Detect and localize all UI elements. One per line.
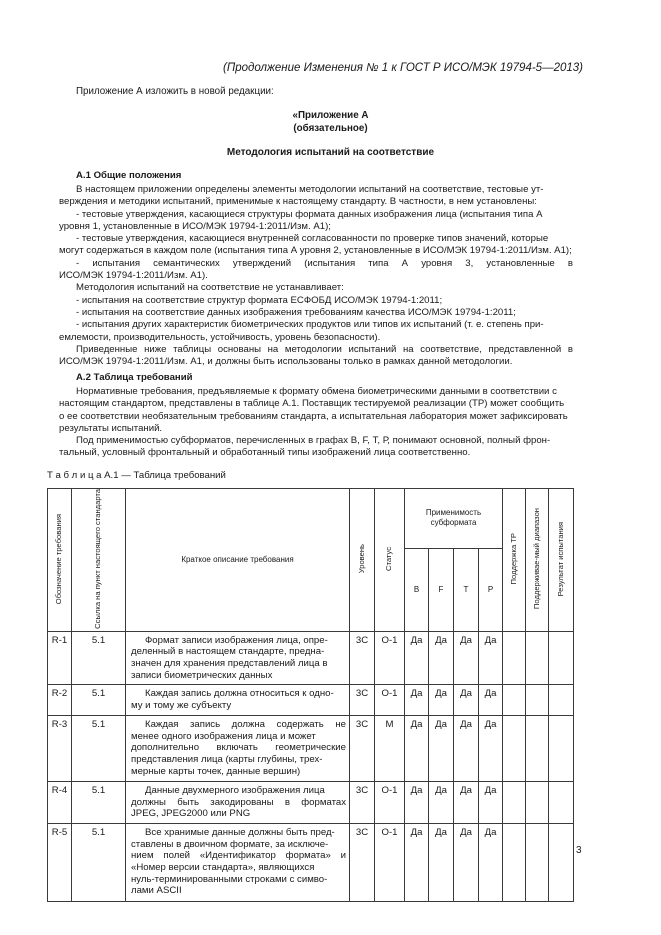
applicability-f: Да [429,824,454,902]
table-caption: Т а б л и ц а А.1 — Таблица требований [47,470,226,481]
description-cell: Данные двухмерного изображения лица должны быть закодированы в форматах JPEG, JPEG2000 или PNG [126,782,350,824]
applicability-b: Да [405,716,429,782]
section-a2-body [59,386,573,460]
paragraph-line: ИСО/МЭК 19794-1:2011/Изм. А1). [59,270,208,282]
section-a2-heading: А.2 Таблица требований [76,372,193,383]
applicability-p: Да [479,685,503,716]
intro-text: Приложение А изложить в новой редакции: [76,86,274,97]
header-applicability: Применимость субформата [405,489,503,549]
requirement-id: R-4 [48,782,72,824]
paragraph-line: - тестовые утверждения, касающиеся внутренней согласованности по проверке типов значений, которые [76,233,549,245]
description-cell: Каждая запись должна относиться к одно- му и тому же субъекту [126,685,350,716]
paragraph-line: результаты испытаний. [59,422,163,434]
status-cell: О-1 [375,631,405,684]
paragraph-line: емлемости, производительность, устойчивость, уровень безопасности). [59,331,381,343]
header-sub-p: Р [479,548,503,631]
paragraph-line: - испытания на соответствие структур формата ЕСФОБД ИСО/МЭК 19794-1:2011; [76,294,443,306]
applicability-t: Да [454,782,479,824]
applicability-t: Да [454,685,479,716]
paragraph-line: настоящим стандартом, представлены в таблице А.1. Поставщик тестируемой реализации (ТР) может сообщить [59,398,565,410]
applicability-b: Да [405,685,429,716]
status-cell: О-1 [375,782,405,824]
range-cell [526,824,549,902]
header-reference: Ссылка на пункт настоящего стандарта [72,489,126,632]
applicability-b: Да [405,631,429,684]
status-cell: М [375,716,405,782]
header-result: Результат испытания [549,489,574,632]
header-sub-t: Т [454,548,479,631]
level-cell: 3C [350,685,375,716]
applicability-f: Да [429,631,454,684]
paragraph-line: - испытания других характеристик биометрических продуктов или типов их испытаний (т. е. степень при- [76,319,544,331]
applicability-t: Да [454,631,479,684]
result-cell [549,631,574,684]
applicability-t: Да [454,716,479,782]
paragraph-line: - тестовые утверждения, касающиеся структуры формата данных изображения лица (испытания типа А [76,208,543,220]
range-cell [526,782,549,824]
header-designation: Обозначение требования [48,489,72,632]
result-cell [549,782,574,824]
description-cell: Формат записи изображения лица, опре- деленный в настоящем стандарте, предна- значен для хранения представлений лица в записи биометрических данных [126,631,350,684]
result-cell [549,716,574,782]
paragraph-line: о ее соответствии необязательным требованиям стандарта, а испытательная лаборатория может зафиксировать [59,410,568,422]
level-cell: 3C [350,631,375,684]
paragraph-line: - испытания семантических утверждений (испытания типа А уровня 3, установленные в [76,257,573,269]
applicability-f: Да [429,685,454,716]
paragraph-line: Приведенные ниже таблицы основаны на методологии испытаний на соответствие, представленной в [76,343,573,355]
range-cell [526,631,549,684]
result-cell [549,824,574,902]
reference-cell: 5.1 [72,782,126,824]
header-support: Поддержка ТР [503,489,526,632]
paragraph-line: Нормативные требования, предъявляемые к формату обмена биометрическими данными в соответствии с [76,386,557,397]
header-description: Краткое описание требования [126,489,350,632]
annex-heading [0,110,661,135]
reference-cell: 5.1 [72,716,126,782]
description-cell: Каждая запись должна содержать не менее одного изображения лица и может дополнительно включать геометрические представления лица (карты глубины, трех- мерные карты точек, данные вершин) [126,716,350,782]
header-status: Статус [375,489,405,632]
requirements-table [47,488,574,902]
applicability-p: Да [479,716,503,782]
level-cell: 3C [350,824,375,902]
header-level: Уровень [350,489,375,632]
result-cell [549,685,574,716]
table-row [48,631,574,684]
status-cell: О-1 [375,824,405,902]
reference-cell: 5.1 [72,631,126,684]
applicability-p: Да [479,631,503,684]
running-header: (Продолжение Изменения № 1 к ГОСТ Р ИСО/МЭК 19794-5—2013) [223,62,583,74]
paragraph-line: тальный, условный фронтальный и обработанный типы изображений лица соответственно. [59,447,471,459]
page-number: 3 [576,845,582,856]
applicability-b: Да [405,782,429,824]
level-cell: 3C [350,716,375,782]
paragraph-line: уровня 1, установленные в ИСО/МЭК 19794-1:2011/Изм. А1); [59,220,331,232]
section-a1-heading: А.1 Общие положения [76,170,182,181]
paragraph-line: В настоящем приложении определены элементы методологии испытаний на соответствие, тестовые ут- [76,184,544,195]
section-a1-body [59,184,573,368]
paragraph-line: Под применимостью субформатов, перечисленных в графах В, F, Т, Р, понимают основной, полный фрон- [76,435,551,447]
paragraph-line: Методология испытаний на соответствие не устанавливает: [76,282,344,294]
header-range: Поддерживае-мый диапазон [526,489,549,632]
applicability-b: Да [405,824,429,902]
applicability-p: Да [479,824,503,902]
applicability-t: Да [454,824,479,902]
reference-cell: 5.1 [72,824,126,902]
requirement-id: R-1 [48,631,72,684]
table-row [48,824,574,902]
header-sub-f: F [429,548,454,631]
paragraph-line: могут содержаться в каждом поле (испытания типа А уровня 2, установленные в ИСО/МЭК 19794-1:2011/Изм. А1); [59,245,572,257]
applicability-f: Да [429,782,454,824]
table-row [48,685,574,716]
range-cell [526,716,549,782]
table-row [48,716,574,782]
header-sub-b: В [405,548,429,631]
annex-status: (обязательное) [293,122,368,134]
support-cell [503,824,526,902]
methodology-title: Методология испытаний на соответствие [226,147,435,158]
support-cell [503,782,526,824]
level-cell: 3C [350,782,375,824]
annex-title: «Приложение А [292,110,369,121]
requirement-id: R-2 [48,685,72,716]
description-cell: Все хранимые данные должны быть пред- ставлены в двоичном формате, за исключе- нием полей «Идентификатор формата» и «Номер версии стандарта», являющихся нуль-терминированными строками с симво- лами ASCII [126,824,350,902]
status-cell: О-1 [375,685,405,716]
paragraph-line: верждения и методики испытаний, применимые к настоящему стандарту. В частности, в нем установлены: [59,196,537,208]
support-cell [503,716,526,782]
support-cell [503,685,526,716]
reference-cell: 5.1 [72,685,126,716]
applicability-f: Да [429,716,454,782]
table-row [48,782,574,824]
requirement-id: R-3 [48,716,72,782]
support-cell [503,631,526,684]
requirement-id: R-5 [48,824,72,902]
paragraph-line: - испытания на соответствие данных изображения требованиям качества ИСО/МЭК 19794-1:2011; [76,306,516,318]
paragraph-line: ИСО/МЭК 19794-1:2011/Изм. А1, и должны быть использованы только в рамках данной методологии. [59,356,513,368]
range-cell [526,685,549,716]
applicability-p: Да [479,782,503,824]
